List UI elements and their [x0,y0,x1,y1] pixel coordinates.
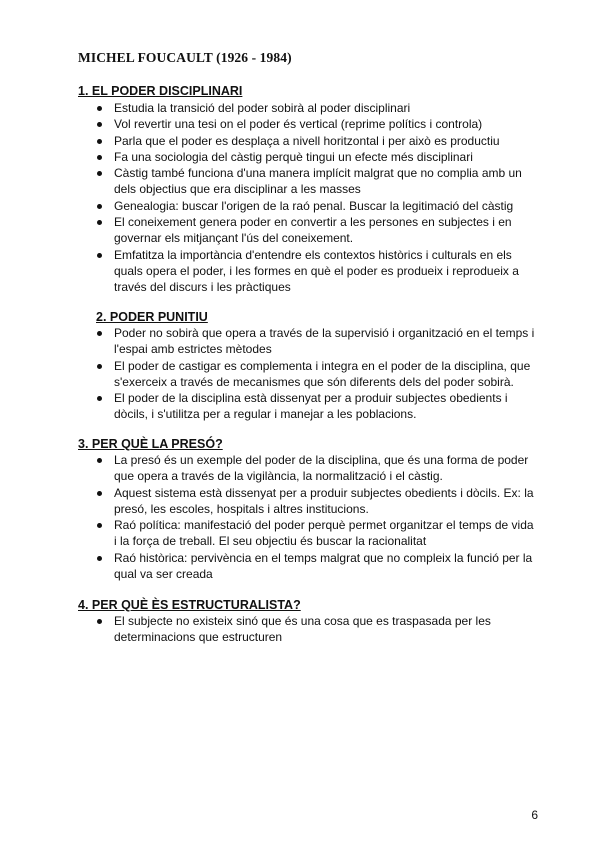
list-item: El poder de la disciplina està dissenyat per a produir subjectes obedients i dòcils, i s'utilitza per a regular i manejar a les poblacions. [96,390,536,423]
list-item: Càstig també funciona d'una manera implícit malgrat que no complia amb un dels objectius que era disciplinar a les masses [96,165,536,198]
section-list-per-que-la-preso [96,452,536,582]
list-item: Raó política: manifestació del poder perquè permet organitzar el temps de vida i la força de treball. El seu objectiu és buscar la racionalitat [96,517,536,550]
list-item: El poder de castigar es complementa i integra en el poder de la disciplina, que s'exerceix a través de mecanismes que són diferents dels del poder sobirà. [96,358,536,391]
section-list-poder-punitiu [96,325,536,423]
section-heading-per-que-la-preso: 3. PER QUÈ LA PRESÓ? [78,437,223,451]
list-item: Vol revertir una tesi on el poder és vertical (reprime polítics i controla) [96,116,536,132]
list-item: Fa una sociologia del càstig perquè tingui un efecte més disciplinari [96,149,536,165]
list-item: La presó és un exemple del poder de la disciplina, que és una forma de poder que opera a través de la vigilància, la normalització i el càstig. [96,452,536,485]
list-item: Aquest sistema està dissenyat per a produir subjectes obedients i dòcils. Ex: la presó, les escoles, hospitals i altres institucions. [96,485,536,518]
list-item: El subjecte no existeix sinó que és una cosa que es traspasada per les determinacions que estructuren [96,613,536,646]
section-list-poder-disciplinari [96,100,536,296]
list-item: Poder no sobirà que opera a través de la supervisió i organització en el temps i l'espai amb estrictes mètodes [96,325,536,358]
section-list-estructuralista [96,613,536,646]
page-title: MICHEL FOUCAULT (1926 - 1984) [78,50,292,65]
page-number: 6 [531,808,538,822]
section-heading-poder-punitiu: 2. PODER PUNITIU [96,310,208,324]
list-item: Emfatitza la importància d'entendre els contextos històrics i culturals en els quals opera el poder, i les formes en què el poder es produeix i reprodueix a través del discurs i les pràctiques [96,247,536,296]
list-item: Estudia la transició del poder sobirà al poder disciplinari [96,100,536,116]
list-item: Genealogia: buscar l'origen de la raó penal. Buscar la legitimació del càstig [96,198,536,214]
section-heading-estructuralista: 4. PER QUÈ ÈS ESTRUCTURALISTA? [78,598,301,612]
list-item: Parla que el poder es desplaça a nivell horitzontal i per això es productiu [96,133,536,149]
list-item: El coneixement genera poder en convertir a les persones en subjectes i en governar els mitjançant l'ús del coneixement. [96,214,536,247]
list-item: Raó històrica: pervivència en el temps malgrat que no compleix la funció per la qual va ser creada [96,550,536,583]
section-heading-poder-disciplinari: 1. EL PODER DISCIPLINARI [78,84,243,98]
